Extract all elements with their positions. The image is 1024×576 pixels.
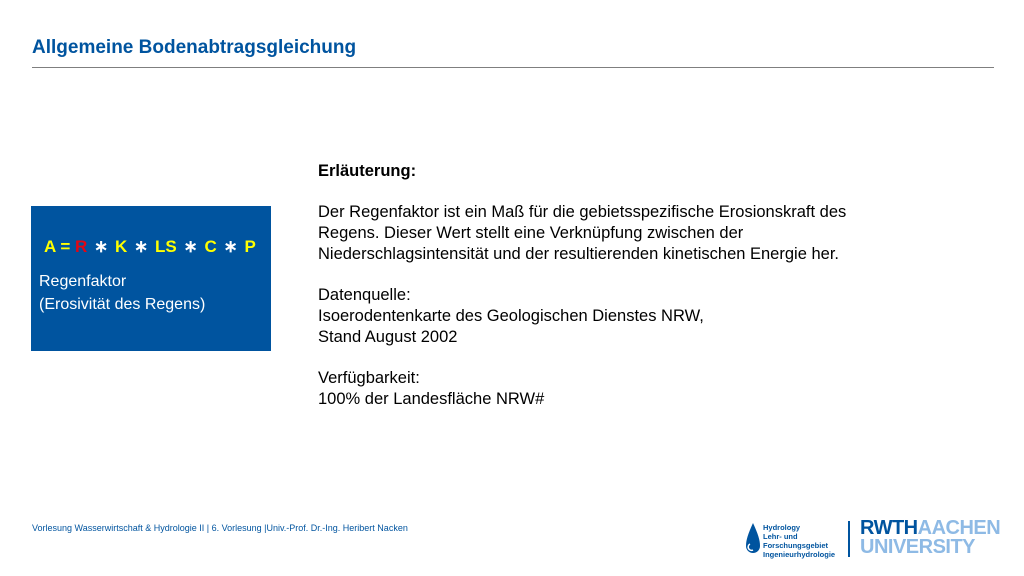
explanation-line: Der Regenfaktor ist ein Maß für die gebietsspezifische Erosionskraft des xyxy=(318,203,847,221)
rwth-logo-part: RWTH xyxy=(860,517,918,539)
formula-r: R xyxy=(75,237,88,256)
logo-divider xyxy=(848,521,850,557)
page-title: Allgemeine Bodenabtragsgleichung xyxy=(32,37,357,58)
formula-c: C xyxy=(204,237,217,256)
hydrology-logo-text xyxy=(763,523,835,559)
rwth-logo xyxy=(860,519,1000,557)
formula-p: P xyxy=(244,237,256,256)
hydrology-logo-line: Hydrology xyxy=(763,523,801,532)
availability-label: Verfügbarkeit: xyxy=(318,369,420,387)
explanation-heading: Erläuterung: xyxy=(318,162,417,180)
availability-value: 100% der Landesfläche NRW# xyxy=(318,390,545,408)
water-drop-icon xyxy=(745,522,761,556)
rwth-logo-part: AACHEN xyxy=(917,517,1001,539)
formula-operator: ∗ xyxy=(223,237,238,256)
source-line: Stand August 2002 xyxy=(318,328,458,346)
rwth-logo-part: UNIVERSITY xyxy=(860,536,976,558)
formula-operator: ∗ xyxy=(134,237,149,256)
formula-operator: ∗ xyxy=(183,237,198,256)
formula-box xyxy=(31,206,271,351)
explanation-line: Regens. Dieser Wert stellt eine Verknüpfung zwischen der xyxy=(318,224,744,242)
formula-ls: LS xyxy=(155,237,177,256)
source-label: Datenquelle: xyxy=(318,286,411,304)
source-line: Isoerodentenkarte des Geologischen Dienstes NRW, xyxy=(318,307,704,325)
title-divider xyxy=(32,67,994,68)
formula xyxy=(44,237,256,257)
footer-text: Vorlesung Wasserwirtschaft & Hydrologie II | 6. Vorlesung |Univ.-Prof. Dr.-Ing. Heribert Nacken xyxy=(32,523,408,533)
formula-operator: ∗ xyxy=(94,237,109,256)
formula-k: K xyxy=(115,237,128,256)
hydrology-logo-line: Ingenieurhydrologie xyxy=(763,550,836,559)
hydrology-logo-line: Lehr- und xyxy=(763,532,798,541)
formula-a: A = xyxy=(44,237,71,256)
explanation-line: Niederschlagsintensität und der resultierenden kinetischen Energie her. xyxy=(318,245,839,263)
factor-description: (Erosivität des Regens) xyxy=(39,296,206,313)
factor-label: Regenfaktor xyxy=(39,273,127,290)
hydrology-logo-line: Forschungsgebiet xyxy=(763,541,829,550)
